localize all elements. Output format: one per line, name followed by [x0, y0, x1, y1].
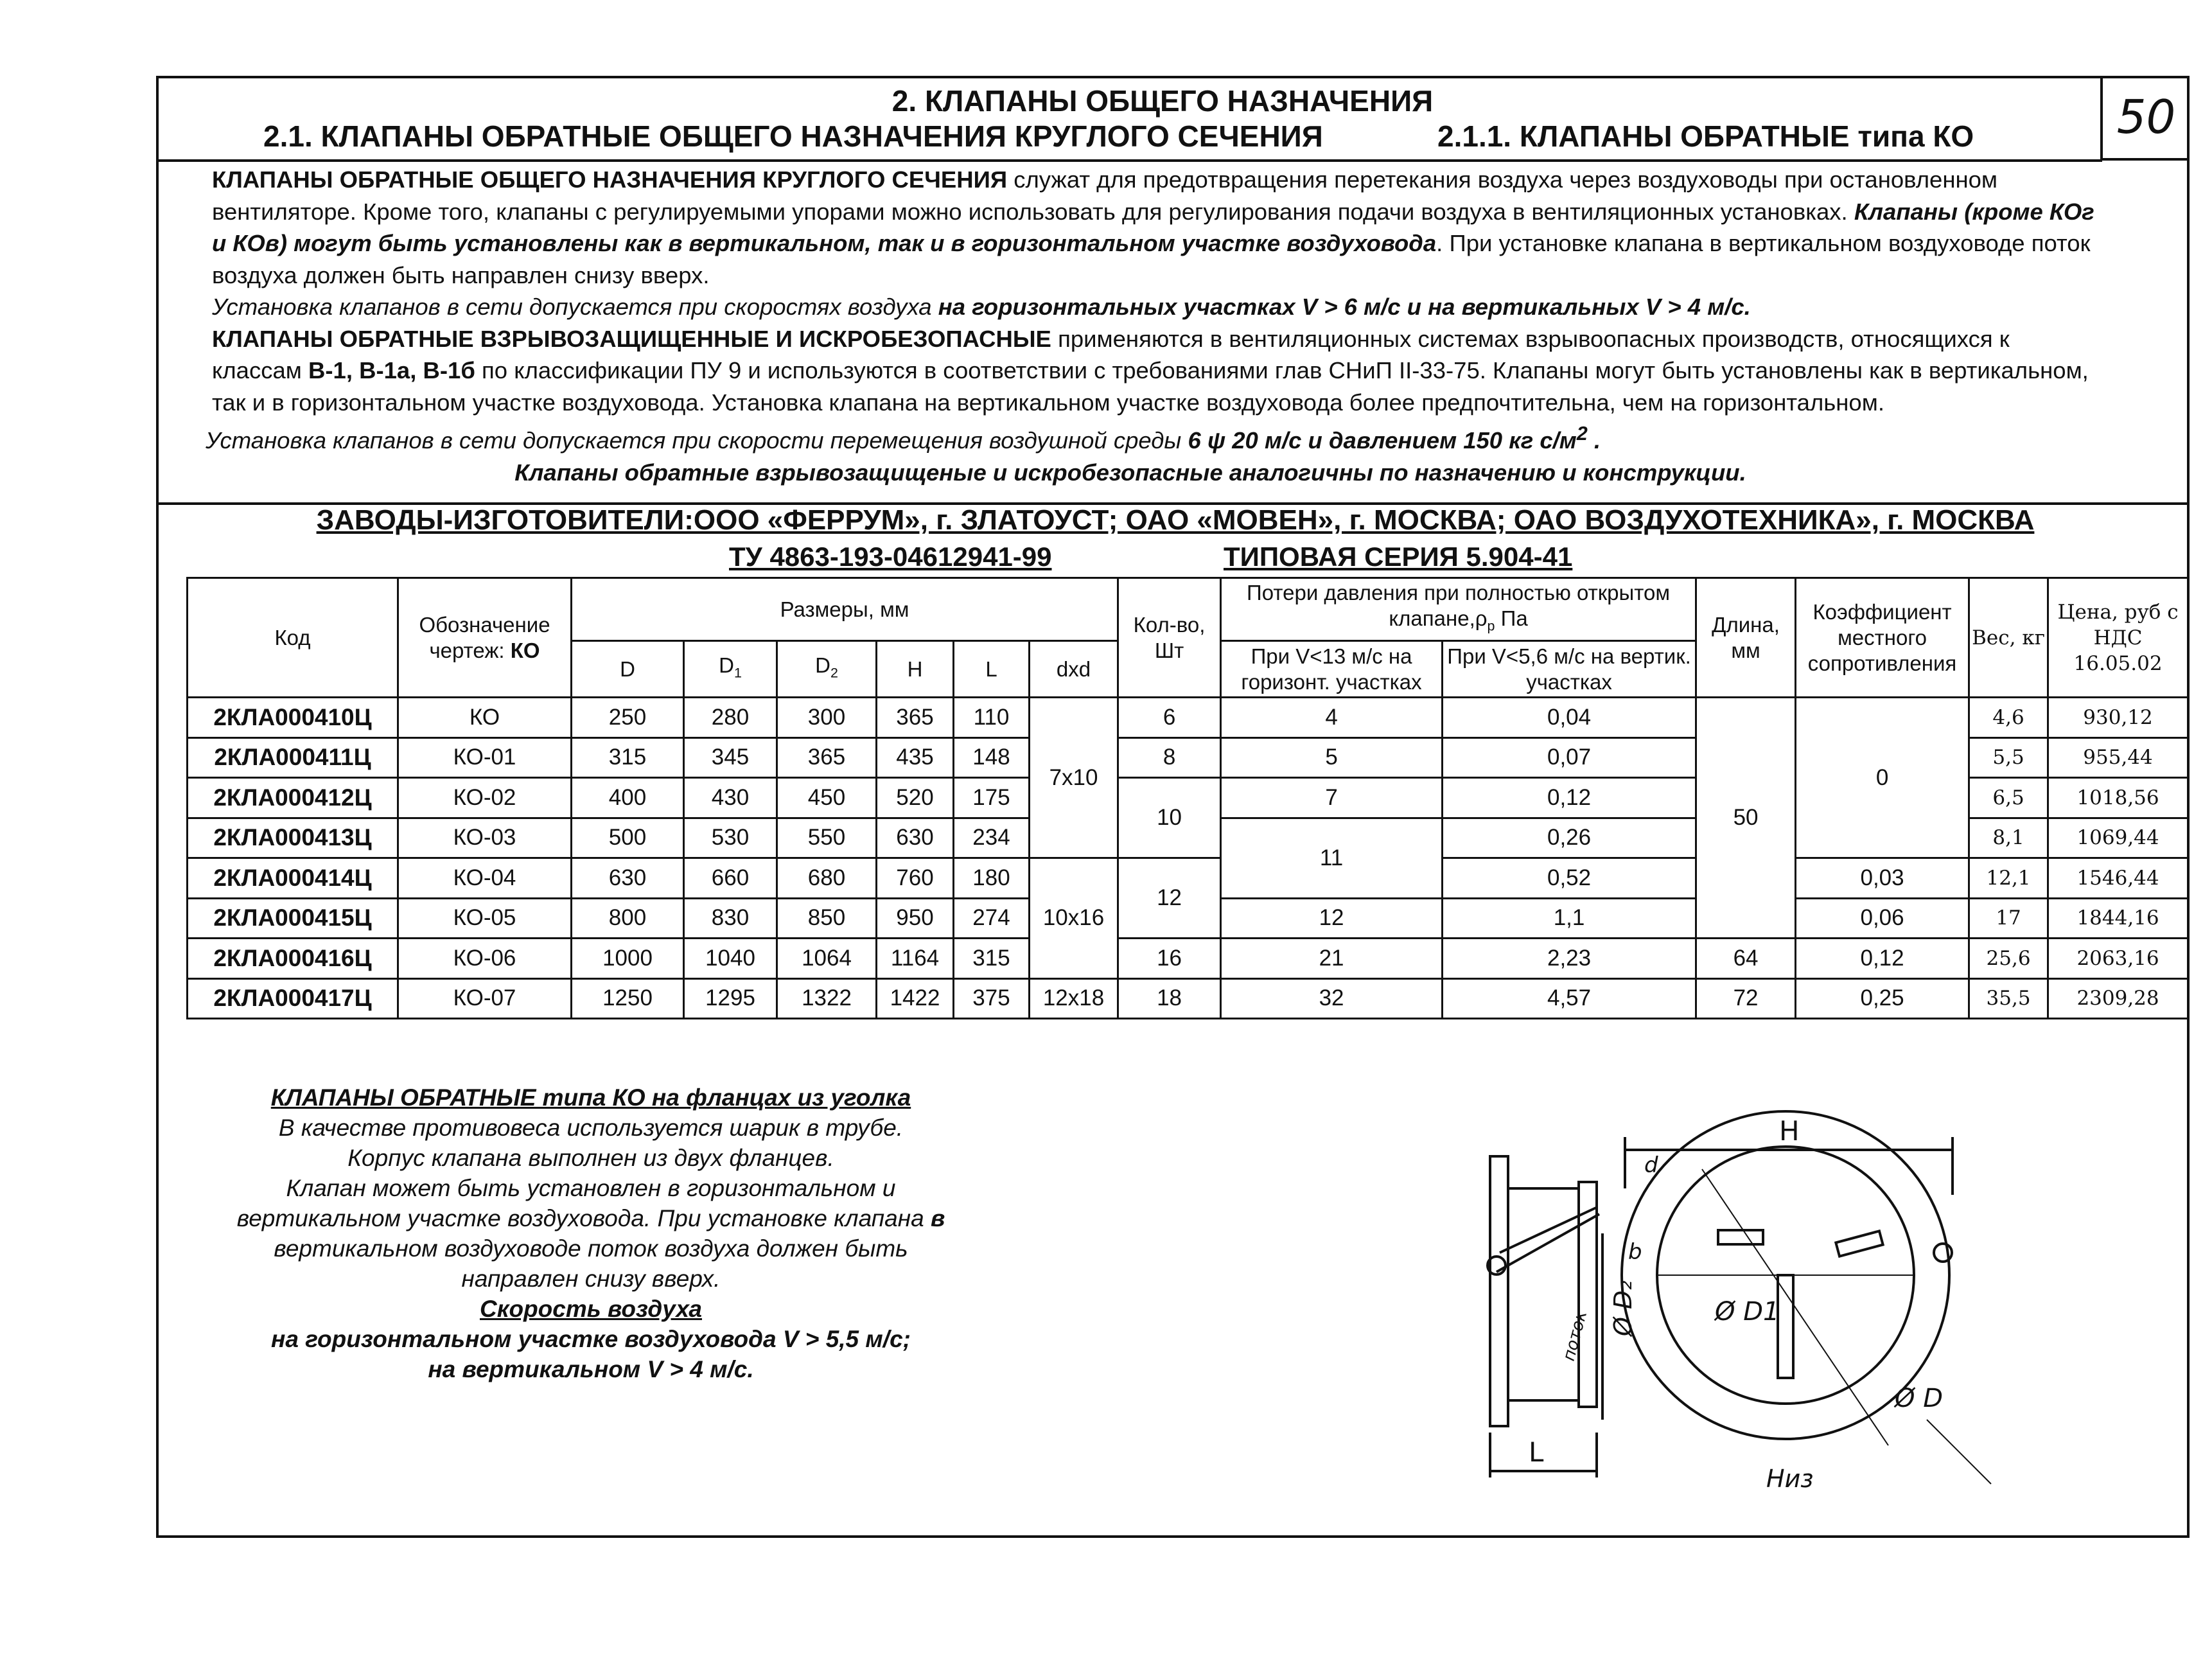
label-d: d [1644, 1152, 1658, 1178]
cell-loss-h: 32 [1221, 978, 1443, 1019]
label-D: Ø D [1895, 1384, 1943, 1413]
cell-dxd: 10x16 [1030, 858, 1118, 979]
header-divider [156, 159, 2102, 162]
cell-dxd: 12x18 [1030, 978, 1118, 1019]
cell-weight: 8,1 [1969, 818, 2048, 858]
cell-length: 72 [1696, 978, 1796, 1019]
cell-D: 315 [572, 737, 684, 778]
cell-H: 520 [877, 778, 954, 818]
side-lever [1497, 1208, 1599, 1272]
cell-loss-v: 1,1 [1443, 898, 1696, 939]
header-loss [1221, 578, 1696, 641]
cell-price: 930,12 [2048, 698, 2188, 738]
table-row [188, 939, 2188, 979]
intro-paragraph-2 [161, 291, 2100, 323]
cell-loss-h: 12 [1221, 898, 1443, 939]
header-designation [398, 578, 572, 698]
cell-code: 2КЛА000415Ц [188, 898, 398, 939]
cell-weight: 4,6 [1969, 698, 2048, 738]
cell-H: 1422 [877, 978, 954, 1019]
cell-code: 2КЛА000414Ц [188, 858, 398, 899]
valve-drawing [1439, 1060, 2017, 1510]
cell-H: 760 [877, 858, 954, 899]
cell-loss-h: 7 [1221, 778, 1443, 818]
cell-L: 315 [954, 939, 1030, 979]
cell-H: 1164 [877, 939, 954, 979]
note-title: КЛАПАНЫ ОБРАТНЫЕ типа КО на фланцах из уголка [270, 1084, 911, 1111]
cell-code: 2КЛА000410Ц [188, 698, 398, 738]
manufacturers: ЗАВОДЫ-ИЗГОТОВИТЕЛИ:ООО «ФЕРРУМ», г. ЗЛАТОУСТ; ОАО «МОВЕН», г. МОСКВА; ОАО ВОЗДУХОТЕХНИКА», г. МОСКВА [316, 504, 2035, 536]
header-D1 [684, 641, 777, 698]
tu-number: ТУ 4863-193-04612941-99 [729, 542, 1052, 572]
cell-D2: 550 [777, 818, 877, 858]
cell-qty: 12 [1118, 858, 1221, 939]
cell-H: 365 [877, 698, 954, 738]
intro-paragraph-3 [161, 323, 2100, 419]
cell-coef: 0,03 [1796, 858, 1969, 899]
intro-paragraph-5: Клапаны обратные взрывозащищеные и искробезопасные аналогичны по назначению и конструкции. [514, 459, 1746, 486]
cell-D2: 680 [777, 858, 877, 899]
valve-note [161, 1082, 1021, 1384]
table-row [188, 858, 2188, 899]
cell-code: 2КЛА000411Ц [188, 737, 398, 778]
header-D1-sub: 1 [733, 665, 742, 681]
cell-L: 234 [954, 818, 1030, 858]
p2-text: Установка клапанов в сети допускается при скоростях воздуха [212, 294, 938, 320]
cell-loss-h: 5 [1221, 737, 1443, 778]
cell-des: КО-05 [398, 898, 572, 939]
cell-D: 400 [572, 778, 684, 818]
cell-price: 955,44 [2048, 737, 2188, 778]
p4-end: . [1587, 427, 1601, 454]
header-D: D [572, 641, 684, 698]
cell-weight: 6,5 [1969, 778, 2048, 818]
cell-D: 250 [572, 698, 684, 738]
cell-coef: 0,06 [1796, 898, 1969, 939]
cell-code: 2КЛА000412Ц [188, 778, 398, 818]
cell-D2: 365 [777, 737, 877, 778]
cell-price: 1069,44 [2048, 818, 2188, 858]
label-b: b [1628, 1239, 1642, 1265]
cell-length: 64 [1696, 939, 1796, 979]
cell-D1: 530 [684, 818, 777, 858]
speed-title: Скорость воздуха [480, 1296, 702, 1322]
header-loss-text: Потери давления при полностью открытом клапане, [1247, 580, 1671, 630]
cell-D1: 1295 [684, 978, 777, 1019]
cell-D: 630 [572, 858, 684, 899]
header-dxd: dxd [1030, 641, 1118, 698]
cell-D: 1250 [572, 978, 684, 1019]
page-number: 50 [2100, 76, 2190, 161]
header-length: Длина, мм [1696, 578, 1796, 698]
cell-price: 1844,16 [2048, 898, 2188, 939]
header-loss-v: При V<5,6 м/с на вертик. участках [1443, 641, 1696, 698]
cell-coef: 0,12 [1796, 939, 1969, 979]
p3-classes: В-1, В-1а, В-1б [308, 357, 475, 384]
cell-loss-v: 2,23 [1443, 939, 1696, 979]
speed-horizontal: на горизонтальном участке воздуховода V > 5,5 м/с; [271, 1326, 911, 1352]
cell-weight: 17 [1969, 898, 2048, 939]
cell-coef: 0,25 [1796, 978, 1969, 1019]
cell-loss-h: 21 [1221, 939, 1443, 979]
header-H: H [877, 641, 954, 698]
typical-series: ТИПОВАЯ СЕРИЯ 5.904-41 [1224, 542, 1573, 572]
label-flow: поток [1559, 1309, 1592, 1363]
header-sizes: Размеры, мм [572, 578, 1118, 641]
header-designation-text: Обозначение чертеж: [419, 612, 550, 662]
p4-text: Установка клапанов в сети допускается при скорости перемещения воздушной среды [206, 427, 1188, 454]
cell-weight: 12,1 [1969, 858, 2048, 899]
table-row [188, 698, 2188, 738]
cell-D: 500 [572, 818, 684, 858]
table-row [188, 978, 2188, 1019]
p1-text: служат для предотвращения перетекания воздуха через воздуховоды при остановленном вентиляторе. Кроме того, клапаны с регулируемыми упорами можно использовать для регулирования подачи воздуха в вентиляционных установках. [212, 166, 1998, 225]
note-line-5: вертикальном воздуховоде поток воздуха должен быть [274, 1235, 908, 1262]
cell-L: 110 [954, 698, 1030, 738]
label-bottom: Низ [1766, 1465, 1814, 1493]
cell-price: 1546,44 [2048, 858, 2188, 899]
intro-paragraph-4 [161, 418, 2100, 457]
header-designation-bold: КО [510, 638, 540, 662]
label-H: H [1779, 1115, 1800, 1147]
cell-weight: 25,6 [1969, 939, 2048, 979]
header-weight: Вес, кг [1969, 578, 2048, 698]
cell-D2: 300 [777, 698, 877, 738]
cell-qty: 16 [1118, 939, 1221, 979]
cell-D: 800 [572, 898, 684, 939]
cell-des: КО [398, 698, 572, 738]
cell-L: 180 [954, 858, 1030, 899]
front-view [1622, 1111, 1991, 1484]
bolt-right [1836, 1231, 1883, 1256]
cell-weight: 35,5 [1969, 978, 2048, 1019]
header-price: Цена, руб с НДС 16.05.02 [2048, 578, 2188, 698]
cell-D1: 1040 [684, 939, 777, 979]
note-line-3: Клапан может быть установлен в горизонтальном и [286, 1175, 896, 1201]
cell-des: КО-03 [398, 818, 572, 858]
cell-D1: 345 [684, 737, 777, 778]
p1-lead: КЛАПАНЫ ОБРАТНЫЕ ОБЩЕГО НАЗНАЧЕНИЯ КРУГЛОГО СЕЧЕНИЯ [212, 166, 1008, 193]
cell-code: 2КЛА000416Ц [188, 939, 398, 979]
label-D2: Ø D₂ [1609, 1280, 1637, 1336]
section-title: 2. КЛАПАНЫ ОБЩЕГО НАЗНАЧЕНИЯ [891, 84, 1434, 118]
p2-emph: на горизонтальных участках V > 6 м/с и на вертикальных V > 4 м/с. [938, 294, 1751, 320]
cell-loss-v: 0,26 [1443, 818, 1696, 858]
cell-L: 175 [954, 778, 1030, 818]
leader-D [1927, 1420, 1991, 1484]
header-loss-h: При V<13 м/с на горизонт. участках [1221, 641, 1443, 698]
cell-D1: 280 [684, 698, 777, 738]
cell-loss-h: 11 [1221, 818, 1443, 898]
header-D1-text: D [719, 653, 734, 677]
cell-D2: 450 [777, 778, 877, 818]
cell-D2: 850 [777, 898, 877, 939]
header-qty: Кол-во, Шт [1118, 578, 1221, 698]
header-loss-unit-sub: р [1487, 618, 1495, 634]
header-code: Код [188, 578, 398, 698]
cell-H: 950 [877, 898, 954, 939]
cell-length: 50 [1696, 698, 1796, 939]
cell-coef: 0 [1796, 698, 1969, 858]
p4-emph: 6 ψ 20 м/с и давлением 150 кг с/м [1188, 427, 1577, 454]
header-loss-unit: ρ [1475, 606, 1488, 630]
cell-qty: 10 [1118, 778, 1221, 858]
cell-weight: 5,5 [1969, 737, 2048, 778]
cell-qty: 6 [1118, 698, 1221, 738]
cell-L: 375 [954, 978, 1030, 1019]
header-D2 [777, 641, 877, 698]
cell-D2: 1064 [777, 939, 877, 979]
cell-des: КО-02 [398, 778, 572, 818]
cell-qty: 8 [1118, 737, 1221, 778]
note-line-2: Корпус клапана выполнен из двух фланцев. [347, 1145, 834, 1171]
cell-D1: 660 [684, 858, 777, 899]
p3-text2: по классификации ПУ 9 и используются в соответствии с требованиями глав СНиП II-33-75. Клапаны могут быть установлены как в вертикальном, так и в горизонтальном участке воздуховода. Установка клапана на вертикальном участке воздуховода более предпочтительна, чем на горизонтальном. [212, 357, 2089, 416]
note-line-4b: в [930, 1205, 945, 1231]
note-line-1: В качестве противовеса используется шарик в трубе. [278, 1115, 904, 1141]
p4-sup: 2 [1576, 423, 1588, 445]
header-D2-sub: 2 [830, 665, 838, 681]
cell-des: КО-01 [398, 737, 572, 778]
p1-emph: Клапаны (кроме КОг и КОв) могут быть установлены как в вертикальном, так и в горизонтальном участке воздуховода [212, 198, 2094, 256]
cell-D1: 430 [684, 778, 777, 818]
bolt-left [1718, 1230, 1763, 1244]
p3-lead: КЛАПАНЫ ОБРАТНЫЕ ВЗРЫВОЗАЩИЩЕННЫЕ И ИСКРОБЕЗОПАСНЫЕ [212, 325, 1051, 352]
header-coef: Коэффициент местного сопротивления [1796, 578, 1969, 698]
header-D2-text: D [815, 653, 830, 677]
cell-L: 148 [954, 737, 1030, 778]
cell-L: 274 [954, 898, 1030, 939]
cell-D2: 1322 [777, 978, 877, 1019]
cell-D1: 830 [684, 898, 777, 939]
damper-blade [1778, 1275, 1793, 1378]
header-loss-unit-tail: Па [1495, 606, 1528, 630]
p1-tail: . При установке клапана в вертикальном воздуховоде поток воздуха должен быть направлен снизу вверх. [212, 230, 2091, 288]
label-D1: Ø D1 [1715, 1297, 1780, 1327]
cell-loss-h: 4 [1221, 698, 1443, 738]
cell-H: 630 [877, 818, 954, 858]
speed-vertical: на вертикальном V > 4 м/с. [428, 1356, 754, 1382]
cell-loss-v: 0,52 [1443, 858, 1696, 899]
subsubsection-title: 2.1.1. КЛАПАНЫ ОБРАТНЫЕ типа КО [1437, 119, 1974, 153]
p3-text1: применяются в вентиляционных системах взрывоопасных производств, относящихся к классам [212, 325, 2010, 384]
cell-des: КО-04 [398, 858, 572, 899]
cell-code: 2КЛА000413Ц [188, 818, 398, 858]
cell-loss-v: 4,57 [1443, 978, 1696, 1019]
cell-price: 1018,56 [2048, 778, 2188, 818]
cell-price: 2063,16 [2048, 939, 2188, 979]
front-counterweight [1934, 1244, 1952, 1262]
cell-qty: 18 [1118, 978, 1221, 1019]
header-L: L [954, 641, 1030, 698]
cell-loss-v: 0,12 [1443, 778, 1696, 818]
cell-code: 2КЛА000417Ц [188, 978, 398, 1019]
spec-table [186, 577, 2189, 1019]
side-flange-left [1490, 1156, 1508, 1426]
cell-des: КО-06 [398, 939, 572, 979]
intro-text [161, 164, 2100, 488]
subsection-title: 2.1. КЛАПАНЫ ОБРАТНЫЕ ОБЩЕГО НАЗНАЧЕНИЯ КРУГЛОГО СЕЧЕНИЯ [263, 119, 1323, 153]
cell-H: 435 [877, 737, 954, 778]
cell-price: 2309,28 [2048, 978, 2188, 1019]
note-line-6: направлен снизу вверх. [461, 1266, 721, 1292]
cell-loss-v: 0,04 [1443, 698, 1696, 738]
cell-D: 1000 [572, 939, 684, 979]
note-line-4a: вертикальном участке воздуховода. При установке клапана [236, 1205, 931, 1231]
note-line-4 [161, 1203, 1021, 1233]
cell-loss-v: 0,07 [1443, 737, 1696, 778]
cell-des: КО-07 [398, 978, 572, 1019]
intro-paragraph-1 [161, 164, 2100, 291]
cell-dxd: 7x10 [1030, 698, 1118, 858]
label-L: L [1529, 1436, 1544, 1468]
